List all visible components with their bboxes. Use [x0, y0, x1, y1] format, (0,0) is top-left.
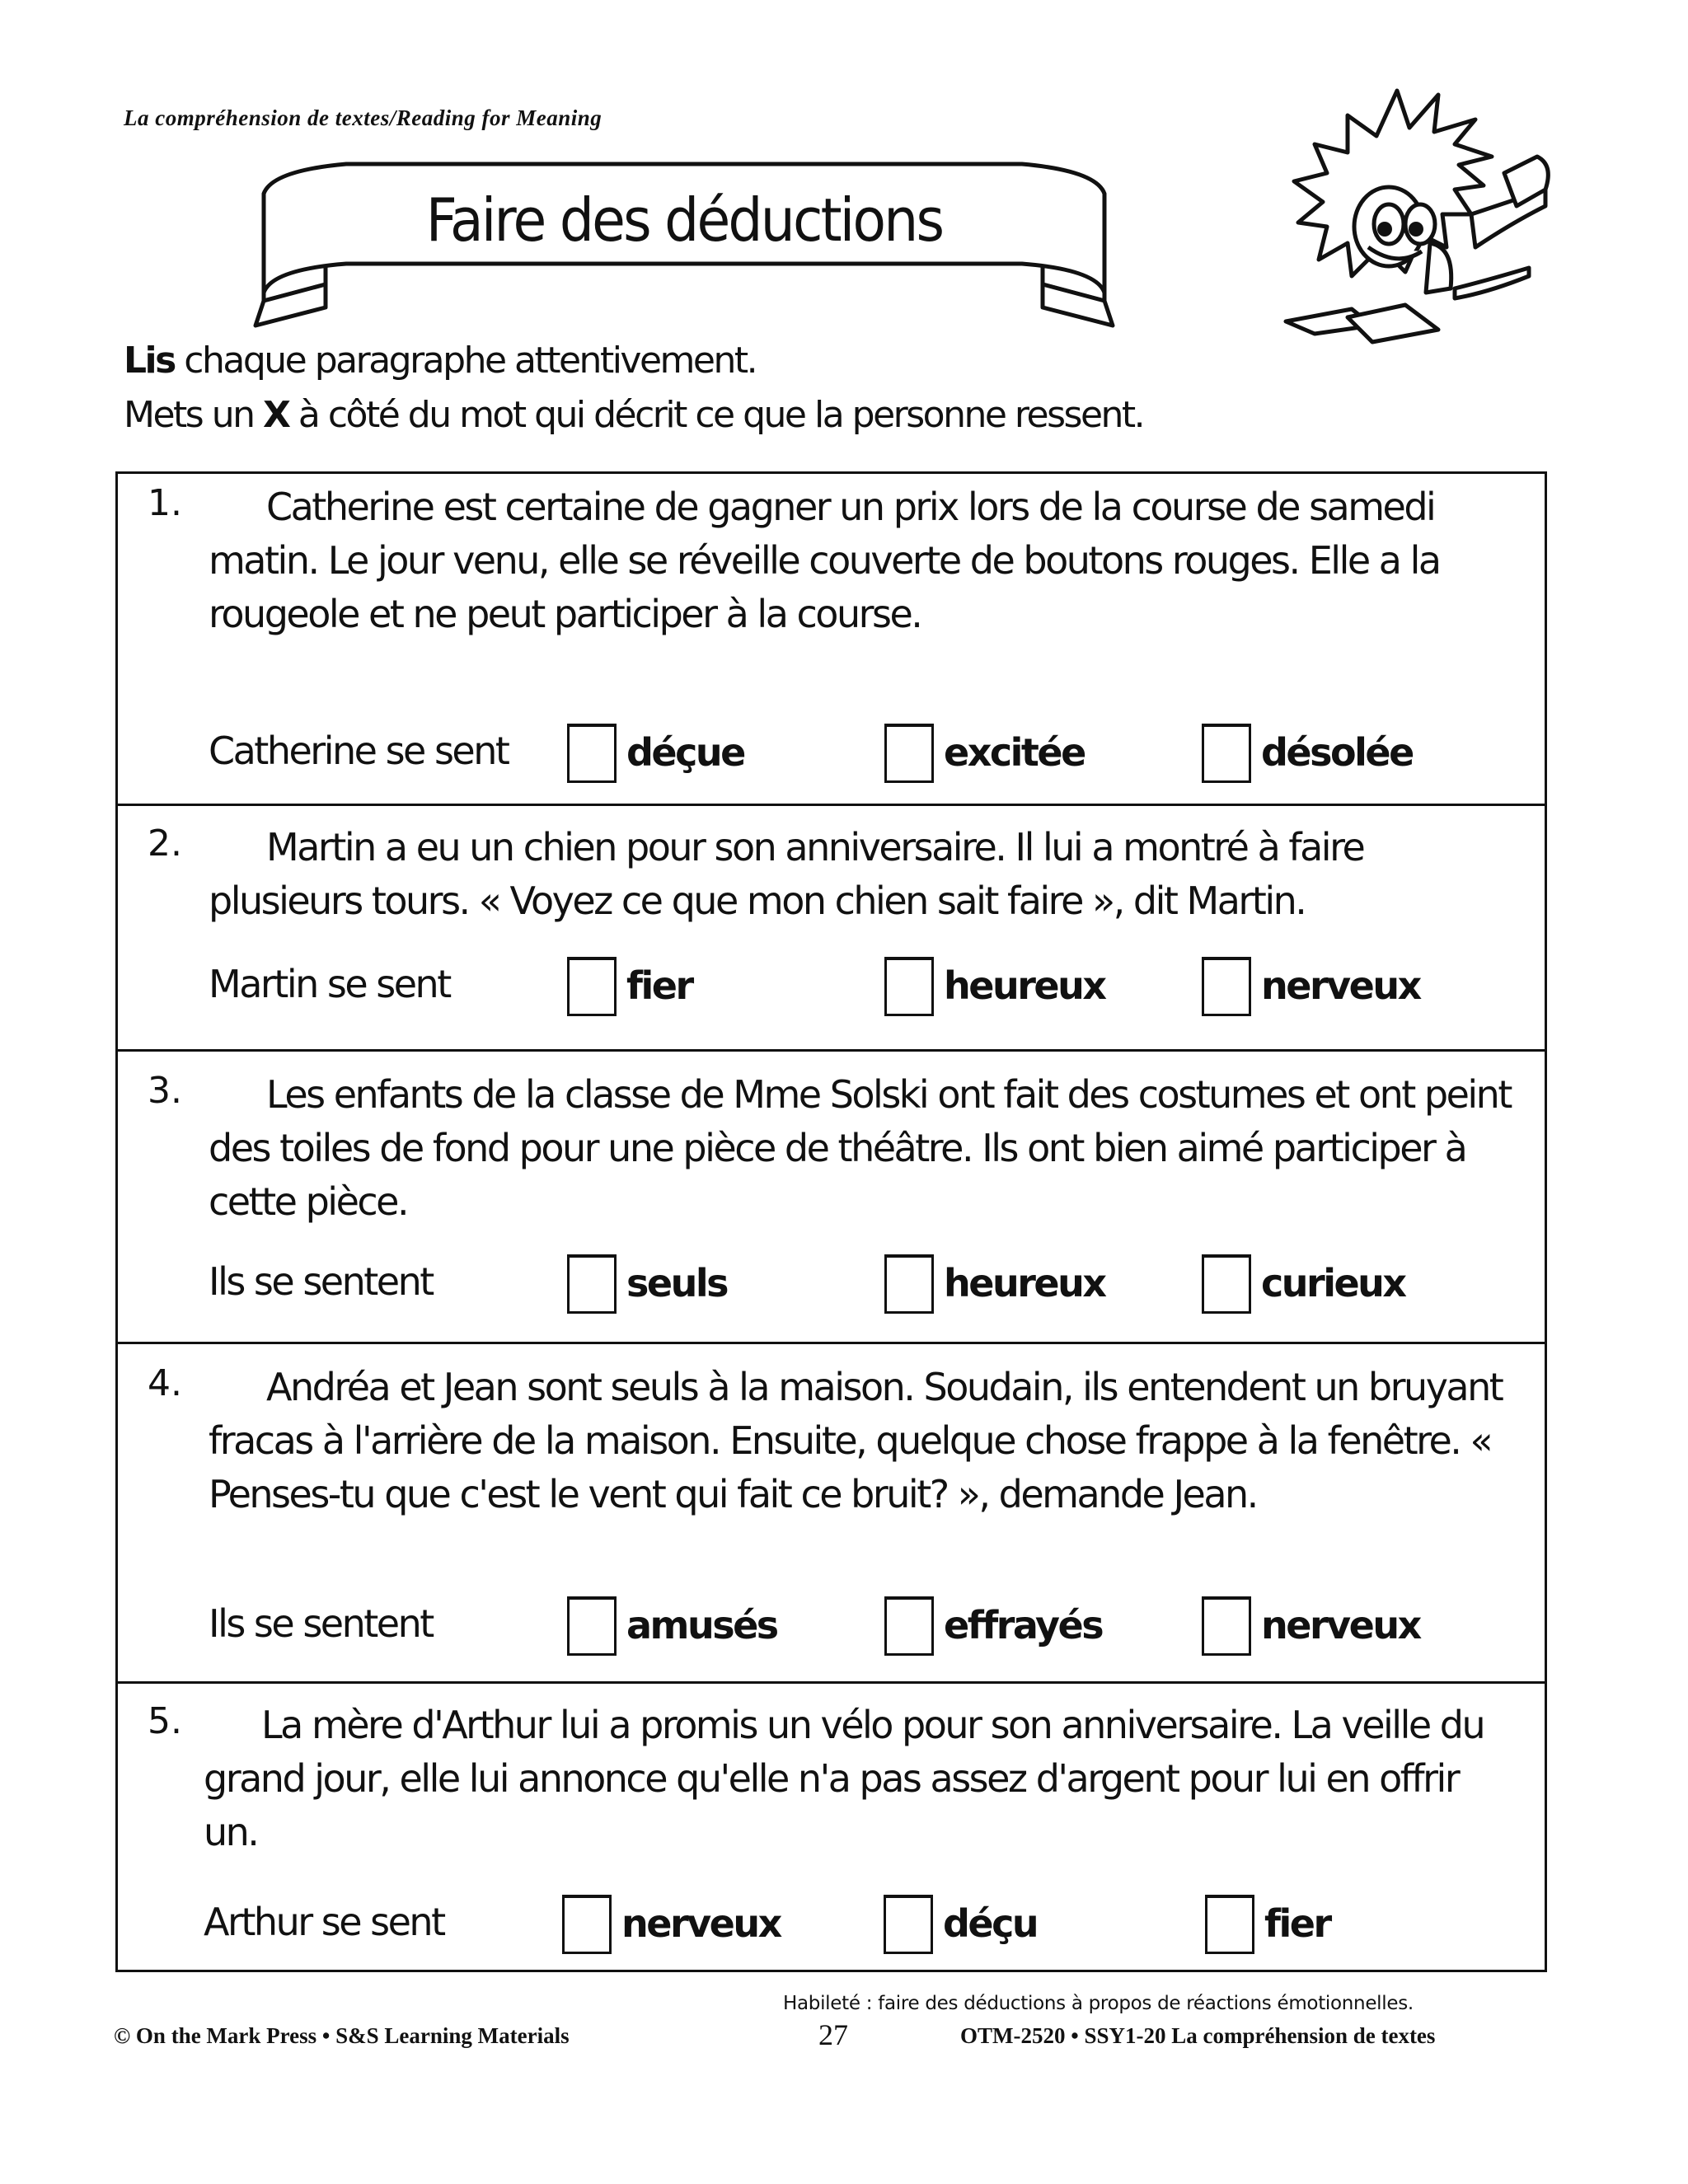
exercise-paragraph: Catherine est certaine de gagner un prix lors de la course de samedi matin. Le jour venu, elle se réveille couverte de boutons rouges. Elle a la rougeole et ne peut participer à la course. [209, 485, 1440, 636]
exercise-paragraph: Andréa et Jean sont seuls à la maison. Soudain, ils entendent un bruyant fracas à l'arrière de la maison. Ensuite, quelque chose frappe à la fenêtre. « Penses-tu que c'est le vent qui fait ce bruit? », demande Jean. [209, 1365, 1503, 1516]
answer-row [204, 1892, 1520, 1954]
page-number: 27 [818, 2018, 848, 2051]
checkbox[interactable] [884, 1254, 934, 1314]
checkbox[interactable] [1202, 1596, 1251, 1656]
instruction-line-1-text: chaque paragraphe attentivement. [174, 340, 757, 382]
exercise-paragraph: Martin a eu un chien pour son anniversaire. Il lui a montré à faire plusieurs tours. « Voyez ce que mon chien sait faire », dit Martin. [209, 825, 1364, 923]
exercise-number: 4. [148, 1362, 182, 1404]
option-label: heureux [944, 1261, 1105, 1305]
option-2[interactable] [884, 721, 1085, 783]
option-3[interactable] [1202, 1252, 1405, 1314]
instruction-x-mark: X [262, 394, 289, 436]
exercise-number: 2. [148, 823, 182, 865]
exercise-row-1 [118, 474, 1545, 806]
checkbox[interactable] [1202, 724, 1251, 783]
option-3[interactable] [1205, 1892, 1330, 1954]
copyright: © On the Mark Press • S&S Learning Materials [114, 2023, 570, 2048]
instruction-line-2-text: à côté du mot qui décrit ce que la personne ressent. [288, 394, 1144, 436]
exercise-row-4 [118, 1344, 1545, 1684]
exercise-paragraph: La mère d'Arthur lui a promis un vélo pour son anniversaire. La veille du grand jour, elle lui annonce qu'elle n'a pas assez d'argent pour lui en offrir un. [204, 1703, 1484, 1854]
option-2[interactable] [884, 1594, 1102, 1656]
option-label: fier [626, 963, 692, 1008]
option-label: heureux [944, 963, 1105, 1008]
instruction-line-1 [124, 334, 1143, 388]
reading-hedgehog-mascot-icon [1282, 82, 1653, 354]
option-3[interactable] [1202, 1594, 1420, 1656]
checkbox[interactable] [1202, 1254, 1251, 1314]
answer-row [209, 721, 1520, 783]
option-3[interactable] [1202, 721, 1413, 783]
exercise-number: 3. [148, 1070, 182, 1112]
option-label: nerveux [1261, 1603, 1420, 1647]
checkbox[interactable] [884, 957, 934, 1016]
instruction-line-2 [124, 388, 1143, 443]
answer-row [209, 1252, 1520, 1314]
exercise-paragraph: Les enfants de la classe de Mme Solski ont fait des costumes et ont peint des toiles de fond pour une pièce de théâtre. Ils ont bien aimé participer à cette pièce. [209, 1072, 1511, 1224]
option-label: fier [1264, 1901, 1330, 1946]
option-3[interactable] [1202, 954, 1420, 1016]
product-code: OTM-2520 • SSY1-20 La compréhension de textes [960, 2023, 1436, 2048]
option-1[interactable] [562, 1892, 781, 1954]
exercise-number: 5. [148, 1700, 182, 1742]
page-title: Faire des déductions [425, 185, 943, 255]
feeling-prompt: Ils se sentent [209, 1259, 433, 1304]
feeling-prompt: Ils se sentent [209, 1601, 433, 1646]
option-1[interactable] [567, 721, 744, 783]
option-label: déçue [626, 730, 744, 775]
instruction-line-2-pre: Mets un [124, 394, 263, 436]
option-label: désolée [1261, 730, 1413, 775]
checkbox[interactable] [1202, 957, 1251, 1016]
exercise-row-2 [118, 806, 1545, 1052]
checkbox[interactable] [1205, 1895, 1254, 1954]
checkbox[interactable] [567, 957, 617, 1016]
exercise-table [115, 471, 1547, 1972]
option-label: effrayés [944, 1603, 1103, 1647]
option-2[interactable] [884, 1892, 1037, 1954]
option-label: seuls [626, 1261, 727, 1305]
skill-note: Habileté : faire des déductions à propos de réactions émotionnelles. [783, 1993, 1414, 2014]
option-label: excitée [944, 730, 1085, 775]
checkbox[interactable] [884, 1895, 933, 1954]
header-caption: La compréhension de textes/Reading for Meaning [124, 105, 603, 130]
option-label: nerveux [621, 1901, 781, 1946]
instructions [124, 334, 1143, 443]
option-label: amusés [626, 1603, 777, 1647]
feeling-prompt: Arthur se sent [204, 1900, 444, 1944]
exercise-row-5 [118, 1684, 1545, 1970]
option-label: déçu [943, 1901, 1038, 1946]
checkbox[interactable] [567, 1254, 617, 1314]
instruction-bold-verb: Lis [124, 340, 175, 382]
checkbox[interactable] [567, 1596, 617, 1656]
option-2[interactable] [884, 1252, 1105, 1314]
option-1[interactable] [567, 1252, 727, 1314]
checkbox[interactable] [884, 1596, 934, 1656]
feeling-prompt: Martin se sent [209, 962, 450, 1006]
exercise-number: 1. [148, 482, 182, 524]
option-1[interactable] [567, 954, 692, 1016]
feeling-prompt: Catherine se sent [209, 729, 509, 773]
title-banner [247, 161, 1121, 334]
answer-row [209, 954, 1520, 1016]
checkbox[interactable] [567, 724, 617, 783]
option-label: curieux [1261, 1261, 1405, 1305]
answer-row [209, 1594, 1520, 1656]
option-2[interactable] [884, 954, 1105, 1016]
checkbox[interactable] [562, 1895, 612, 1954]
exercise-row-3 [118, 1052, 1545, 1344]
option-1[interactable] [567, 1594, 777, 1656]
option-label: nerveux [1261, 963, 1420, 1008]
checkbox[interactable] [884, 724, 934, 783]
